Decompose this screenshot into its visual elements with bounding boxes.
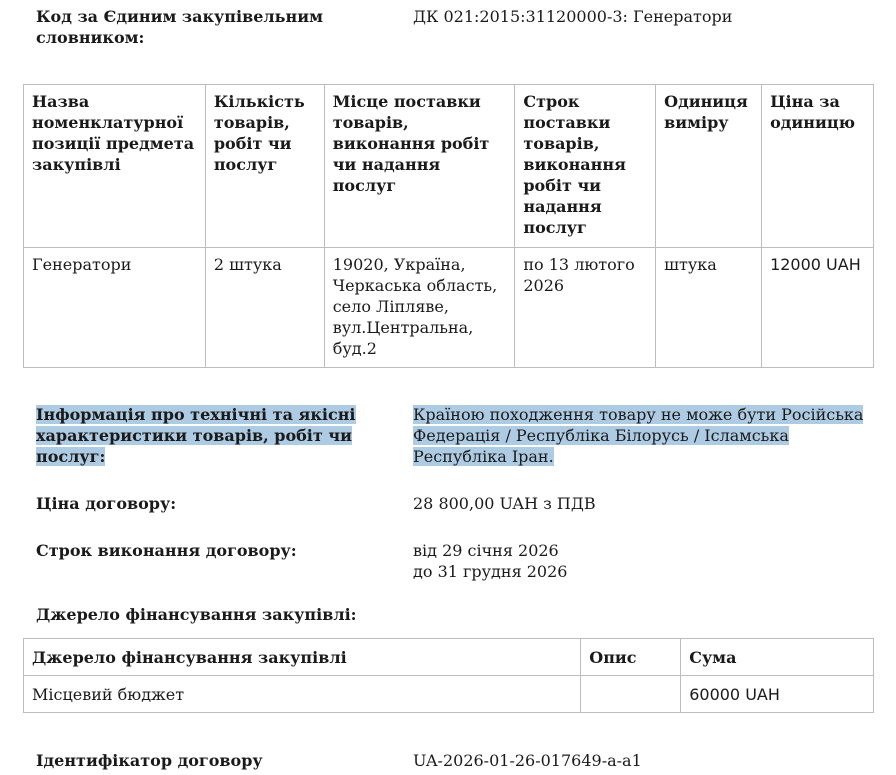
column-header-term: Строк поставки товарів, виконання робіт чи надання послуг bbox=[515, 85, 656, 248]
contract-term-from: від 29 січня 2026 bbox=[413, 541, 559, 560]
cell-name: Генератори bbox=[24, 248, 206, 368]
contract-term-to: до 31 грудня 2026 bbox=[413, 562, 568, 581]
column-header-unit: Одиниця виміру bbox=[656, 85, 762, 248]
cell-quantity: 2 штука bbox=[205, 248, 324, 368]
table-row bbox=[24, 248, 874, 368]
classifier-value: ДК 021:2015:31120000-3: Генератори bbox=[413, 7, 733, 26]
financing-table bbox=[23, 638, 874, 713]
cell-amount: 60000 UAH bbox=[681, 676, 874, 713]
cell-term: по 13 лютого 2026 bbox=[515, 248, 656, 368]
cell-price: 12000 UAH bbox=[762, 248, 874, 368]
contract-price-label: Ціна договору: bbox=[36, 494, 177, 513]
classifier-label: Код за Єдиним закупівельним словником: bbox=[36, 7, 323, 47]
technical-info-value bbox=[413, 404, 873, 467]
contract-term-label: Строк виконання договору: bbox=[36, 541, 297, 560]
column-header-place: Місце поставки товарів, виконання робіт чи надання послуг bbox=[324, 85, 515, 248]
cell-description bbox=[581, 676, 681, 713]
column-header-description: Опис bbox=[581, 639, 681, 676]
technical-info-value-text: Країною походження товару не може бути Російська Федерація / Республіка Білорусь / Ісламська Республіка Іран. bbox=[413, 405, 864, 466]
column-header-quantity: Кількість товарів, робіт чи послуг bbox=[205, 85, 324, 248]
contract-id-label: Ідентифікатор договору bbox=[36, 751, 263, 770]
column-header-price: Ціна за одиницю bbox=[762, 85, 874, 248]
cell-unit: штука bbox=[656, 248, 762, 368]
column-header-amount: Сума bbox=[681, 639, 874, 676]
table-row bbox=[24, 676, 874, 713]
column-header-source: Джерело фінансування закупівлі bbox=[24, 639, 581, 676]
financing-heading: Джерело фінансування закупівлі: bbox=[36, 605, 357, 624]
items-table bbox=[23, 84, 874, 368]
technical-info-label-text: Інформація про технічні та якісні характеристики товарів, робіт чи послуг: bbox=[36, 405, 356, 466]
contract-id-value: UA-2026-01-26-017649-a-a1 bbox=[413, 751, 642, 770]
cell-source: Місцевий бюджет bbox=[24, 676, 581, 713]
contract-price-value: 28 800,00 UAH з ПДВ bbox=[413, 494, 596, 513]
financing-table-header-row bbox=[24, 639, 874, 676]
column-header-name: Назва номенклатурної позиції предмета закупівлі bbox=[24, 85, 206, 248]
technical-info-label bbox=[36, 404, 376, 467]
items-table-header-row bbox=[24, 85, 874, 248]
contract-term-value bbox=[413, 540, 567, 582]
cell-place: 19020, Україна, Черкаська область, село Ліпляве, вул.Центральна, буд.2 bbox=[324, 248, 515, 368]
